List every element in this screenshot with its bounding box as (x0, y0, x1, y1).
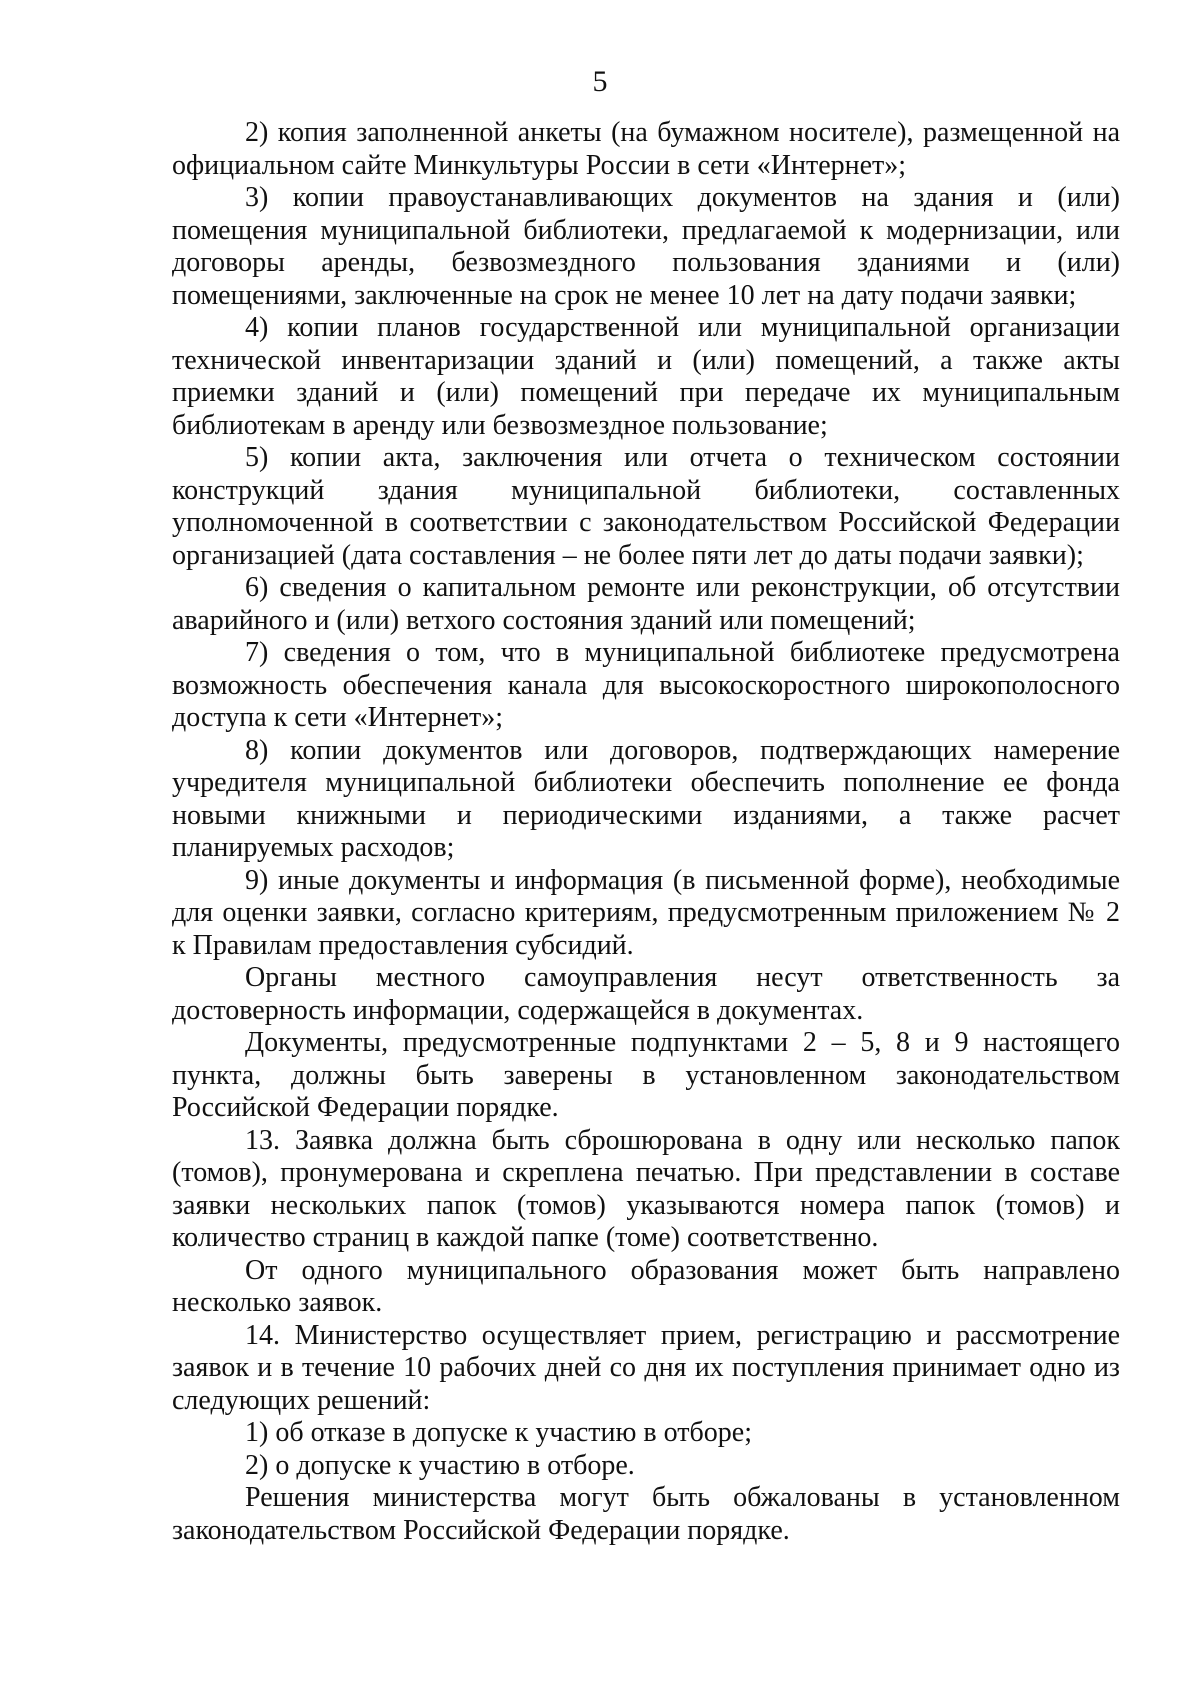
paragraph-item-4-inventory-plans: 4) копии планов государственной или муниципальной организации технической инвентаризации зданий и (или) помещений, а также акты приемки зданий и (или) помещений при передаче их муниципальным библиотекам в аренду или безвозмездное пользование; (172, 312, 1120, 441)
paragraph-item-9-other-documents: 9) иные документы и информация (в письменной форме), необходимые для оценки заявки, согласно критериям, предусмотренным приложением № 2 к Правилам предоставления субсидий. (172, 864, 1120, 961)
document-body (172, 117, 1120, 1547)
paragraph-item-2-questionnaire: 2) копия заполненной анкеты (на бумажном носителе), размещенной на официальном сайте Минкультуры России в сети «Интернет»; (172, 117, 1120, 181)
paragraph-appeal: Решения министерства могут быть обжалованы в установленном законодательством Российской Федерации порядке. (172, 1482, 1120, 1546)
paragraph-item-3-title-documents: 3) копии правоустанавливающих документов на здания и (или) помещения муниципальной библиотеки, предлагаемой к модернизации, или договоры аренды, безвозмездного пользования зданиями и (или) помещениями, заключенные на срок не менее 10 лет на дату подачи заявки; (172, 182, 1120, 311)
paragraph-responsibility: Органы местного самоуправления несут ответственность за достоверность информации, содержащейся в документах. (172, 962, 1120, 1026)
paragraph-item-6-repair-info: 6) сведения о капитальном ремонте или реконструкции, об отсутствии аварийного и (или) ветхого состояния зданий или помещений; (172, 572, 1120, 636)
paragraph-item-8-fund-replenishment: 8) копии документов или договоров, подтверждающих намерение учредителя муниципальной библиотеки обеспечить пополнение ее фонда новыми книжными и периодическими изданиями, а также расчет планируемых расходов; (172, 734, 1120, 863)
paragraph-clause-13: 13. Заявка должна быть сброшюрована в одну или несколько папок (томов), пронумерована и скреплена печатью. При представлении в составе заявки нескольких папок (томов) указываются номера папок (томов) и количество страниц в каждой папке (томе) соответственно. (172, 1124, 1120, 1253)
page-number: 5 (592, 65, 608, 98)
paragraph-decision-refusal: 1) об отказе в допуске к участию в отборе; (245, 1417, 752, 1448)
paragraph-item-5-technical-condition: 5) копии акта, заключения или отчета о техническом состоянии конструкций здания муниципальной библиотеки, составленных уполномоченной в соответствии с законодательством Российской Федерации организацией (дата составления – не более пяти лет до даты подачи заявки); (172, 442, 1120, 571)
paragraph-item-7-internet-access: 7) сведения о том, что в муниципальной библиотеке предусмотрена возможность обеспечения канала для высокоскоростного широкополосного доступа к сети «Интернет»; (172, 637, 1120, 733)
paragraph-clause-14: 14. Министерство осуществляет прием, регистрацию и рассмотрение заявок и в течение 10 рабочих дней со дня их поступления принимает одно из следующих решений: (172, 1319, 1120, 1416)
paragraph-certification: Документы, предусмотренные подпунктами 2 – 5, 8 и 9 настоящего пункта, должны быть заверены в установленном законодательством Российской Федерации порядке. (172, 1027, 1120, 1123)
paragraph-decision-admission: 2) о допуске к участию в отборе. (245, 1449, 635, 1481)
paragraph-multiple-applications: От одного муниципального образования может быть направлено несколько заявок. (172, 1254, 1120, 1318)
